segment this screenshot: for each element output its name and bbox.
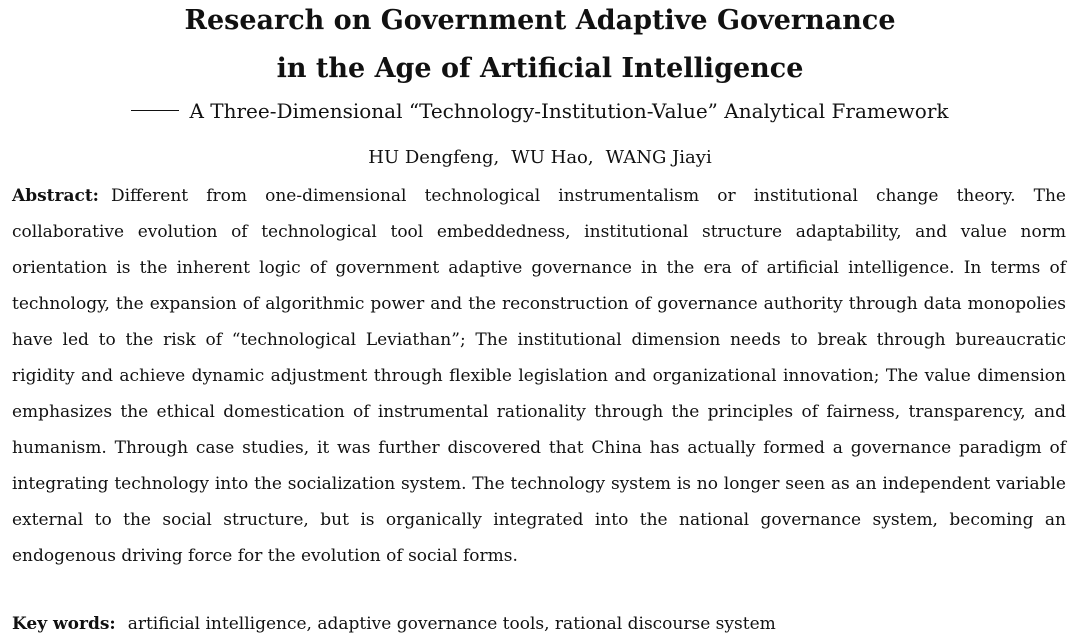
keywords-text: artificial intelligence, adaptive governance tools, rational discourse system xyxy=(127,614,776,634)
em-dash-rule xyxy=(131,110,179,111)
author-2: WU Hao, xyxy=(511,147,594,168)
title-line-1: Research on Government Adaptive Governance xyxy=(184,5,896,36)
abstract xyxy=(12,178,1066,574)
author-3: WANG Jiayi xyxy=(605,147,712,168)
keywords xyxy=(12,608,1066,640)
abstract-label: Abstract: xyxy=(12,186,99,206)
subtitle-text: A Three-Dimensional “Technology-Institution-Value” Analytical Framework xyxy=(189,99,949,123)
abstract-text: Different from one-dimensional technological instrumentalism or institutional change theory. The collaborative evolution of technological tool embeddedness, institutional structure adaptability, and value norm orientation is the inherent logic of government adaptive governance in the era of artificial intelligence. In terms of technology, the expansion of algorithmic power and the reconstruction of governance authority through data monopolies have led to the risk of “technological Leviathan”; The institutional dimension needs to break through bureaucratic rigidity and achieve dynamic adjustment through flexible legislation and organizational innovation; The value dimension emphasizes the ethical domestication of instrumental rationality through the principles of fairness, transparency, and humanism. Through case studies, it was further discovered that China has actually formed a governance paradigm of integrating technology into the socialization system. The technology system is no longer seen as an independent variable external to the social structure, but is organically integrated into the national governance system, becoming an endogenous driving force for the evolution of social forms. xyxy=(12,186,1066,566)
keywords-label: Key words: xyxy=(12,614,116,634)
subtitle xyxy=(0,97,1080,125)
authors xyxy=(0,145,1080,171)
title-line-2: in the Age of Artificial Intelligence xyxy=(276,53,804,84)
author-1: HU Dengfeng, xyxy=(368,147,500,168)
